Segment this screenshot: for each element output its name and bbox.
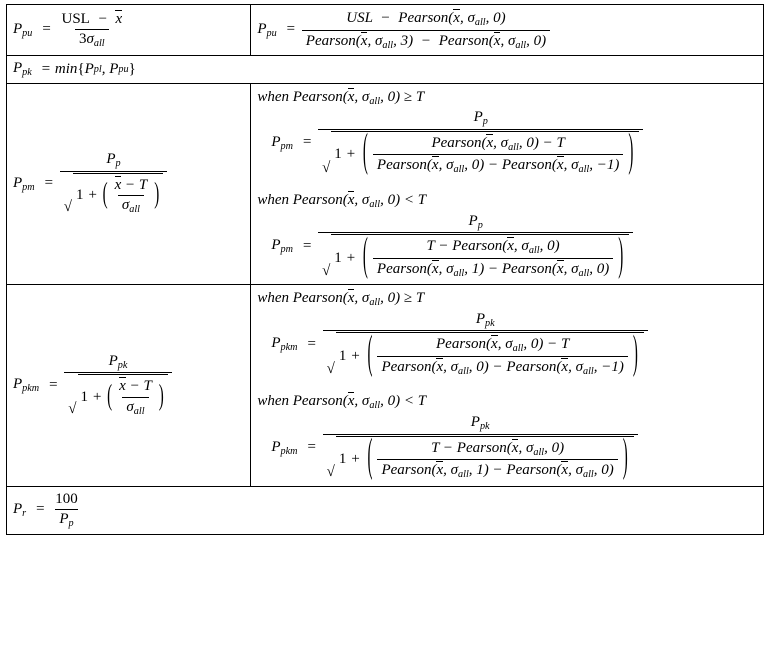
formula-pr: $P_r$ = $\frac{100}{P_p}$	[13, 490, 78, 529]
condition-ppm-ge: when Pearson(x, $\sigma_{all}$, 0) ≥ T	[257, 88, 425, 107]
formula-ppu-pearson: $P_{pu}$ = USL − Pearson(x, $\sigma_{all}$, 0) Pearson(x, $\sigma_{all}$, 3) − Pearson(x, $\sigma_{all}$, 0)	[257, 9, 757, 51]
spacer	[257, 378, 757, 392]
formula-ppu-simple: $P_{pu}$ = $\frac{\text{USL − x}}{3\sigma_{all}}$	[13, 11, 123, 50]
cell-ppm-right	[251, 83, 764, 285]
table-row	[7, 486, 764, 534]
formula-ppkm-case-lt: $P_{pkm}$ = $P_{pk}$ √ 1 + ( $\frac{T - Pearson(x, \sigma_{all}, 0)}{Pearson(x, \sigma_{all}, 1) - Pearson(x, \sigma_{all}, 0)}$ )	[257, 414, 757, 482]
formula-ppkm-simple: $P_{pkm}$ = $P_{pk}$ √ 1 + ( $\frac{x - T}{\sigma_{all}}$ )	[13, 353, 244, 418]
condition-ppkm-ge: when Pearson(x, $\sigma_{all}$, 0) ≥ T	[257, 290, 425, 309]
formula-table	[6, 4, 764, 535]
cell-ppu-left	[7, 5, 251, 56]
cell-pr	[7, 486, 764, 534]
cell-ppm-left	[7, 83, 251, 285]
condition-ppkm-lt: when Pearson(x, $\sigma_{all}$, 0) < T	[257, 393, 427, 412]
formula-ppkm-case-ge: $P_{pkm}$ = $P_{pk}$ √ 1 + ( $\frac{Pearson(x, \sigma_{all}, 0) - T}{Pearson(x, \sigma_{all}, 0) - Pearson(x, \sigma_{all}, -1)}$ )	[257, 311, 757, 379]
spacer	[257, 177, 757, 191]
cell-ppkm-left	[7, 285, 251, 487]
formula-ppk: $P_{pk}$ = min { P pl , P pu }	[13, 60, 136, 78]
formula-ppm-simple: $P_{pm}$ = $P_p$ √ 1 + ( $\frac{x - T}{\sigma_{all}}$ )	[13, 151, 244, 216]
condition-ppm-lt: when Pearson(x, $\sigma_{all}$, 0) < T	[257, 191, 427, 210]
formula-ppm-case-lt: $P_{pm}$ = $P_p$ √ 1 + ( $\frac{T - Pearson(x, \sigma_{all}, 0)}{Pearson(x, \sigma_{all}, 1) - Pearson(x, \sigma_{all}, 0)}$ )	[257, 213, 757, 281]
table-row	[7, 5, 764, 56]
cell-ppkm-right	[251, 285, 764, 487]
cell-ppk	[7, 56, 764, 84]
formula-ppm-case-ge: $P_{pm}$ = $P_p$ √ 1 + ( $\frac{Pearson(x, \sigma_{all}, 0) - T}{Pearson(x, \sigma_{all}, 0) - Pearson(x, \sigma_{all}, -1)}$ )	[257, 109, 757, 177]
table-row	[7, 83, 764, 285]
table-row	[7, 56, 764, 84]
cell-ppu-right	[251, 5, 764, 56]
table-row	[7, 285, 764, 487]
